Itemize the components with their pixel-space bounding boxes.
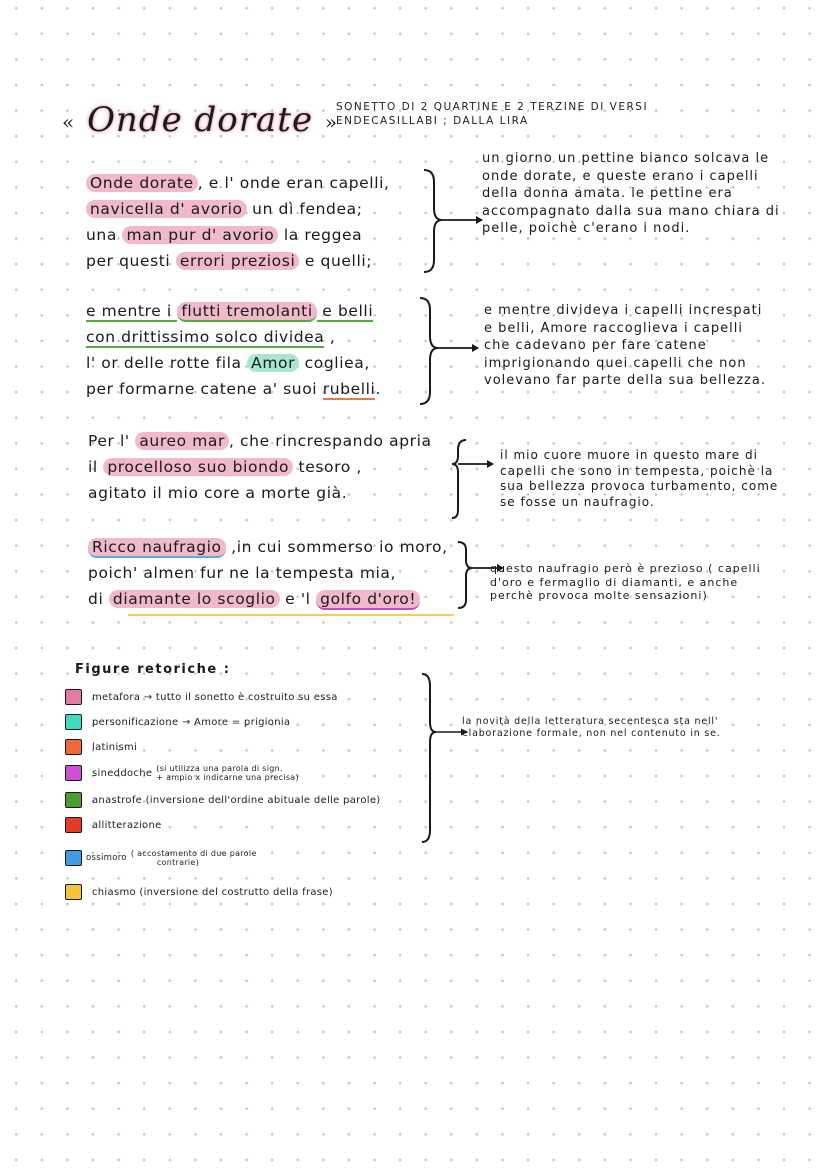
verse-text: , e l' onde eran capelli,	[197, 174, 390, 192]
highlighted-text: man pur d' avorio	[122, 226, 278, 244]
legend-item-personificazione	[65, 714, 290, 730]
verse-line	[86, 222, 390, 248]
legend-item-anastrofe	[65, 792, 380, 808]
highlighted-text: diamante lo scoglio	[109, 590, 280, 608]
highlighted-text: Onde dorate	[86, 174, 198, 192]
verse-text: ,	[324, 328, 336, 346]
verse-line	[86, 376, 381, 402]
verse-line	[86, 298, 381, 324]
stanza-2-note: e mentre divideva i capelli increspati e belli, Amore raccoglieva i capelli che cadevano per fare catene imprigionando quei capelli che non volevano far parte della sua bellezza.	[484, 303, 766, 388]
legend-description	[156, 764, 299, 782]
brace-arrow-icon	[420, 168, 490, 274]
color-swatch	[65, 817, 82, 833]
legend-item-ossimoro	[65, 849, 257, 867]
verse-text: tesoro ,	[293, 458, 362, 476]
verse-line	[86, 324, 381, 350]
legend-label: allitterazione	[92, 819, 162, 831]
color-swatch	[65, 739, 82, 755]
verse-text: l' or delle rotte fila	[86, 354, 248, 372]
verse-line	[86, 196, 390, 222]
conclusion-note: la novità della letteratura secentesca sta nell' elaborazione formale, non nel contenuto in se.	[462, 716, 721, 739]
verse-line	[86, 170, 390, 196]
brace-arrow-icon	[416, 296, 486, 406]
highlighted-text: Amor	[247, 354, 299, 372]
legend-item-allitterazione	[65, 817, 162, 833]
legend-desc-line: ( accostamento di due parole	[130, 849, 257, 858]
verse-text: , che rincrespando apria	[229, 432, 432, 450]
legend-desc-line: (si utilizza una parola di sign.	[156, 764, 283, 773]
highlighted-text: Ricco naufragio	[88, 538, 226, 558]
legend-item-latinismi	[65, 739, 137, 755]
legend-label: metafora → tutto il sonetto è costruito su essa	[92, 691, 338, 703]
color-swatch	[65, 850, 82, 866]
highlighted-text: con drittissimo solco dividea	[86, 328, 325, 346]
verse-text: e quelli;	[299, 252, 373, 270]
verse-text: Per l'	[88, 432, 136, 450]
verse-text: cogliea,	[299, 354, 370, 372]
highlighted-text: procelloso suo biondo	[103, 458, 293, 476]
color-swatch	[65, 689, 82, 705]
legend-item-metafora	[65, 689, 338, 705]
verse-text: la reggea	[278, 226, 363, 244]
verse-line	[88, 428, 432, 454]
verse-line	[88, 586, 448, 612]
verse-line	[88, 480, 432, 506]
highlighted-text: e mentre i	[86, 302, 178, 320]
stanza-4	[88, 534, 448, 612]
title-text: Onde dorate	[87, 100, 314, 140]
stanza-3	[88, 428, 432, 506]
chiasmo-underline	[128, 614, 454, 616]
legend-description	[131, 849, 257, 867]
color-swatch	[65, 765, 82, 781]
figures-title: Figure retoriche :	[75, 662, 231, 677]
highlighted-text: errori preziosi	[176, 252, 299, 270]
title-open-quote: «	[62, 110, 76, 134]
legend-label: anastrofe (inversione dell'ordine abituale delle parole)	[92, 794, 381, 806]
legend-item-chiasmo	[65, 884, 333, 900]
color-swatch	[65, 884, 82, 900]
stanza-1-note: un giorno un pettine bianco solcava le onde dorate, e queste erano i capelli della donna amata. le pettine era accompagnato dalla sua mano chiara di pelle, poichè c'erano i nodi.	[482, 151, 780, 236]
color-swatch	[65, 714, 82, 730]
verse-text: .	[375, 380, 381, 398]
highlighted-text: flutti tremolanti	[177, 302, 316, 322]
legend-desc-line: contrarie)	[156, 858, 200, 867]
title-close-quote: »	[324, 110, 339, 134]
page-title	[62, 100, 338, 140]
stanza-3-note: il mio cuore muore in questo mare di capelli che sono in tempesta, poichè la sua bellezza provoca turbamento, come se fosse un naufragio.	[500, 448, 779, 509]
brace-arrow-icon	[420, 672, 470, 844]
legend-label: ossimoro	[86, 853, 127, 863]
subtitle-line-1: SONETTO DI 2 QUARTINE E 2 TERZINE DI VERSI	[336, 101, 649, 113]
verse-line	[86, 248, 390, 274]
stanza-4-note: questo naufragio però è prezioso ( capelli d'oro e fermaglio di diamanti, e anche perchè provoca molte sensazioni)	[490, 562, 761, 602]
verse-line	[86, 350, 381, 376]
legend-label: sineddoche	[92, 767, 153, 779]
verse-line	[88, 560, 448, 586]
highlighted-text: e belli	[316, 302, 374, 320]
brace-arrow-icon	[450, 438, 500, 520]
verse-text: il	[88, 458, 104, 476]
verse-text: e 'l	[279, 590, 317, 608]
verse-line	[88, 534, 448, 560]
stanza-1	[86, 170, 390, 274]
stanza-2	[86, 298, 381, 402]
legend-item-sineddoche	[65, 764, 299, 782]
verse-text: ,in cui sommerso io moro,	[225, 538, 448, 556]
verse-text: di	[88, 590, 109, 608]
highlighted-text: aureo mar	[135, 432, 229, 450]
highlighted-text: navicella d' avorio	[86, 200, 247, 218]
legend-label: chiasmo (inversione del costrutto della frase)	[92, 886, 333, 898]
verse-text: agitato il mio core a morte già.	[88, 484, 348, 502]
subtitle	[336, 100, 648, 128]
verse-text: per questi	[86, 252, 176, 270]
verse-text: una	[86, 226, 123, 244]
legend-desc-line: + ampio x indicarne una precisa)	[156, 773, 299, 782]
legend-label: latinismi	[92, 741, 138, 753]
verse-text: poich' almen fur ne la tempesta mia,	[88, 564, 397, 582]
color-swatch	[65, 792, 82, 808]
verse-text: per formarne catene a' suoi	[86, 380, 323, 398]
highlighted-text: rubelli	[322, 380, 376, 398]
subtitle-line-2: ENDECASILLABI ; DALLA LIRA	[336, 115, 529, 127]
verse-line	[88, 454, 432, 480]
legend-label: personificazione → Amore = prigionia	[92, 716, 291, 728]
verse-text: un dì fendea;	[246, 200, 363, 218]
highlighted-text: golfo d'oro!	[316, 590, 420, 610]
